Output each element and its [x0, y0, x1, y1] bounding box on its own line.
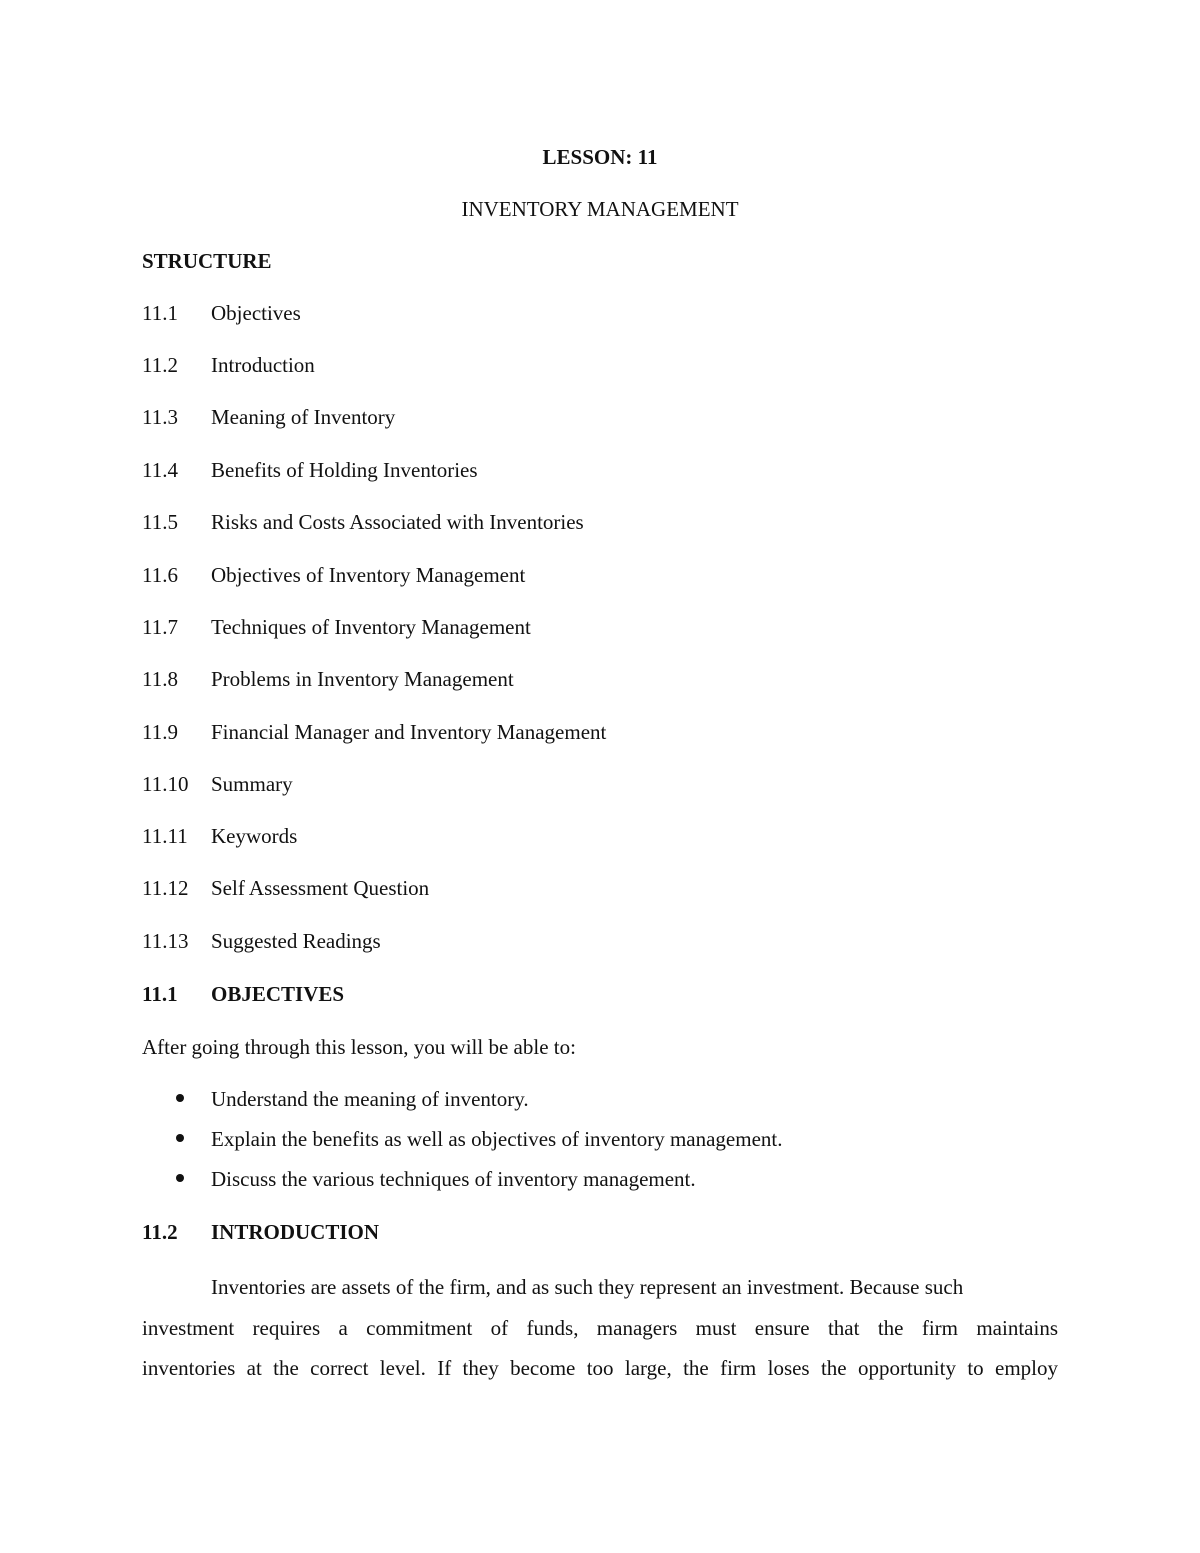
structure-item-label: Introduction: [211, 353, 315, 377]
structure-item-number: 11.3: [142, 405, 178, 429]
structure-item-number: 11.13: [142, 929, 189, 953]
bullet-icon: [176, 1134, 184, 1142]
structure-item-label: Self Assessment Question: [211, 876, 430, 900]
structure-item-label: Keywords: [211, 824, 298, 848]
structure-item-number: 11.12: [142, 876, 189, 900]
structure-item-label: Benefits of Holding Inventories: [211, 458, 478, 482]
introduction-heading: INTRODUCTION: [211, 1220, 380, 1244]
structure-item-label: Suggested Readings: [211, 929, 381, 953]
bullet-icon: [176, 1174, 184, 1182]
structure-item-label: Techniques of Inventory Management: [211, 615, 531, 639]
lesson-subject: INVENTORY MANAGEMENT: [461, 197, 739, 221]
bullet-icon: [176, 1094, 184, 1102]
structure-item-number: 11.10: [142, 772, 189, 796]
structure-item-number: 11.4: [142, 458, 178, 482]
structure-item-number: 11.7: [142, 615, 178, 639]
list-item: Discuss the various techniques of inventory management.: [211, 1167, 696, 1191]
structure-item-label: Objectives: [211, 301, 301, 325]
lesson-title: LESSON: 11: [542, 145, 658, 169]
introduction-number: 11.2: [142, 1220, 178, 1244]
paragraph-line: inventories at the correct level. If they become too large, the firm loses the opportunity to employ: [142, 1356, 1058, 1380]
structure-item-number: 11.1: [142, 301, 178, 325]
structure-item-number: 11.8: [142, 667, 178, 691]
paragraph-line: Inventories are assets of the firm, and as such they represent an investment. Because such: [211, 1275, 964, 1299]
objectives-intro: After going through this lesson, you will be able to:: [142, 1035, 576, 1059]
structure-heading: STRUCTURE: [142, 249, 272, 273]
structure-item-number: 11.11: [142, 824, 188, 848]
list-item: Understand the meaning of inventory.: [211, 1087, 529, 1111]
structure-item-label: Problems in Inventory Management: [211, 667, 514, 691]
paragraph-line: investment requires a commitment of funds, managers must ensure that the firm maintains: [142, 1315, 1058, 1340]
structure-item-label: Objectives of Inventory Management: [211, 563, 526, 587]
list-item: Explain the benefits as well as objectives of inventory management.: [211, 1127, 783, 1151]
structure-item-number: 11.5: [142, 510, 178, 534]
objectives-heading: OBJECTIVES: [211, 982, 345, 1006]
structure-item-label: Risks and Costs Associated with Inventories: [211, 510, 584, 534]
structure-item-number: 11.2: [142, 353, 178, 377]
objectives-number: 11.1: [142, 982, 178, 1006]
structure-item-label: Financial Manager and Inventory Management: [211, 720, 607, 744]
structure-item-label: Meaning of Inventory: [211, 405, 396, 429]
structure-item-number: 11.6: [142, 563, 178, 587]
structure-item-number: 11.9: [142, 720, 178, 744]
introduction-paragraph: [142, 1267, 1058, 1389]
structure-item-label: Summary: [211, 772, 293, 796]
